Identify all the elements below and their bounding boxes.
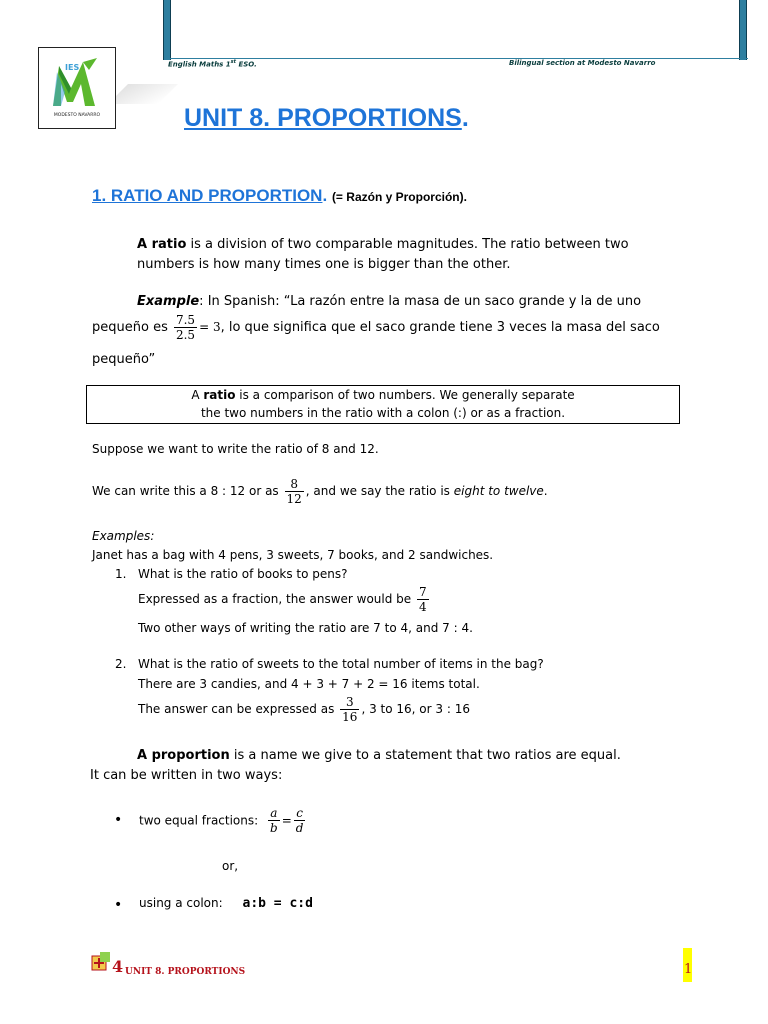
- fraction-7-5-over-2-5: $\frac{7.5}{2.5}$: [175, 313, 196, 342]
- q1-fraction-line: Expressed as a fraction, the answer would be $\frac{7}{4}$: [138, 585, 427, 614]
- q1-number: 1.: [115, 567, 127, 581]
- fraction-3-over-16: $\frac{3}{16}$: [342, 695, 358, 724]
- fraction-c-over-d: $\frac{c}{d}$: [295, 806, 304, 835]
- fraction-7-over-4: $\frac{7}{4}$: [419, 585, 427, 614]
- footer-unit-title: UNIT 8. PROPORTIONS: [125, 967, 246, 977]
- svg-text:IES: IES: [65, 63, 80, 72]
- bullet-colon: •: [114, 897, 123, 913]
- page-title: UNIT 8. PROPORTIONS.: [184, 104, 469, 132]
- spanish-example-line1: Example: In Spanish: “La razón entre la masa de un saco grande y la de uno: [137, 294, 642, 309]
- or-text: or,: [222, 859, 239, 873]
- spanish-example-line2: pequeño es $\frac{7.5}{2.5}$ = 3, lo que significa que el saco grande tiene 3 veces la masa del saco: [92, 313, 660, 342]
- logo-shadow: [108, 84, 178, 104]
- proportion-definition: A proportion is a name we give to a statement that two ratios are equal. It can be written in two ways:: [90, 748, 621, 783]
- q2-answer: The answer can be expressed as $\frac{3}{16}$ , 3 to 16, or 3 : 16: [138, 695, 470, 724]
- q2-number: 2.: [115, 657, 127, 671]
- header-frame-left-bar: [163, 0, 171, 60]
- header-course-text: English Maths 1st ESO.: [168, 59, 257, 69]
- spanish-example-line3: pequeño”: [92, 352, 156, 367]
- bullet-fractions: •: [114, 812, 123, 828]
- header-section-text: Bilingual section at Modesto Navarro: [509, 59, 656, 67]
- ratio-definition-box: A ratio is a comparison of two numbers. We generally separate the two numbers in the ratio with a colon (:) or as a fraction.: [86, 385, 680, 424]
- q2-question: What is the ratio of sweets to the total number of items in the bag?: [138, 657, 544, 671]
- svg-text:4: 4: [112, 957, 124, 976]
- footer-math-icon: [90, 950, 124, 976]
- header-frame-right-bar: [739, 0, 747, 60]
- svg-text:MODESTO NAVARRO: MODESTO NAVARRO: [53, 113, 101, 118]
- q2-candies: There are 3 candies, and 4 + 3 + 7 + 2 = 16 items total.: [138, 677, 480, 691]
- colon-line: using a colon: a:b = c:d: [139, 896, 313, 911]
- q1-question: What is the ratio of books to pens?: [138, 567, 348, 581]
- fraction-a-over-b: $\frac{a}{b}$: [270, 806, 278, 835]
- examples-label: Examples:: [92, 529, 155, 543]
- school-logo: [38, 47, 116, 129]
- fraction-8-over-12: $\frac{8}{12}$: [286, 477, 302, 506]
- write-ratio-text: We can write this a 8 : 12 or as $\frac{8}{12}$ , and we say the ratio is eight to twelve.: [92, 477, 548, 506]
- page-number: 1: [684, 962, 693, 977]
- equal-fractions-line: two equal fractions: $\frac{a}{b}$ = $\frac{c}{d}$: [139, 806, 304, 835]
- suppose-text: Suppose we want to write the ratio of 8 and 12.: [92, 442, 379, 456]
- janet-text: Janet has a bag with 4 pens, 3 sweets, 7 books, and 2 sandwiches.: [92, 548, 494, 562]
- ratio-definition: A ratio is a division of two comparable magnitudes. The ratio between two numbers is how many times one is bigger than the other.: [137, 237, 629, 272]
- section-title: 1. RATIO AND PROPORTION. (= Razón y Proporción).: [92, 186, 467, 205]
- q1-other-ways: Two other ways of writing the ratio are 7 to 4, and 7 : 4.: [138, 621, 473, 635]
- logo-m-icon: [39, 48, 115, 128]
